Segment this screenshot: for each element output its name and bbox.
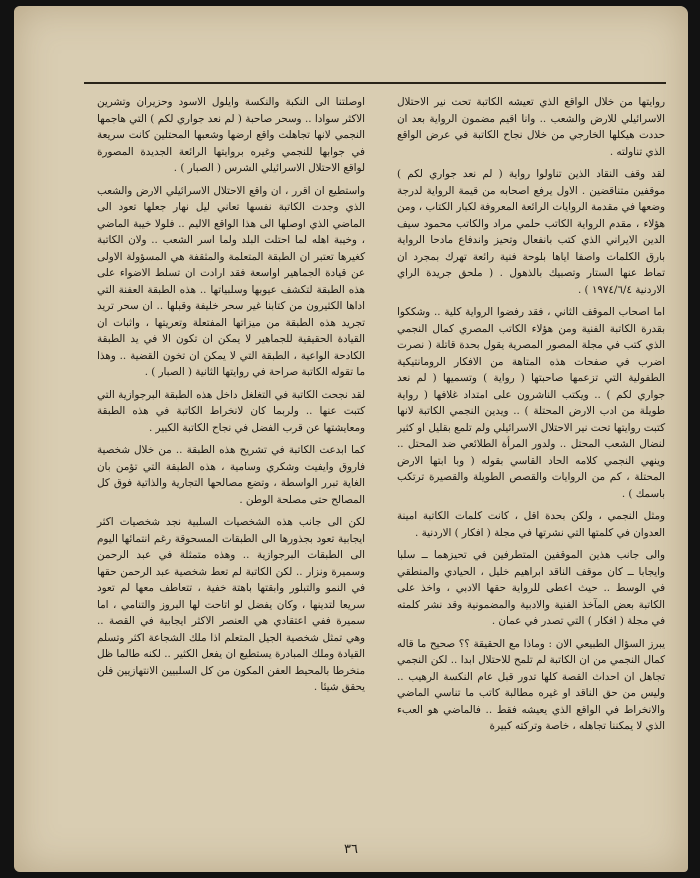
paragraph: كما ابدعت الكاتبة في تشريح هذه الطبقة .. من خلال شخصية فاروق وايفيت وشكري وسامية ، هذه الطبقة التي تؤمن بان الغاية تبرر الواسطة ، وتضع مصالحها التجارية والذاتية فوق كل المصالح حتى مصلحة الوطن . [97, 444, 365, 506]
page-number: ٣٦ [344, 842, 358, 857]
left-column [97, 94, 365, 702]
paragraph: لكن الى جانب هذه الشخصيات السلبية نجد شخصيات اكثر ايجابية تعود بجذورها الى الطبقات المسحوقة رغم انتمائها اليوم الى الطبقات البرجوازية .. وهذه متمثلة في عبد الرحمن وسميرة ونزار .. لكن الكاتبة لم تعط شخصية عبد الرحمن حقها في النمو والتبلور وابقتها باهتة خفية ، تتعاطف معها لم تعود سريعا لتدينها ، وكان يفضل لو اتاحت لها البروز والتنامي ، اما سميرة ففي اعتقادي هي العنصر الاكثر ايجابية في القصة .. وهي تمثل شخصية الجيل المتعلم اذا ملك الشجاعة اكثر وتسلم القيادة وملك المبادرة يستطيع ان يفعل الكثير .. لكنه طالما ظل منخرطا بالمحيط العفن المكون من كل السلبيين الانتهازيين فلن يحقق شيئا . [97, 516, 365, 693]
paragraph: والى جانب هذين الموقفين المتطرفين في تحيزهما ــ سلبا وايجابا ــ كان موقف الناقد ابراهيم خليل ، الحيادي والمنطقي في الوسط .. حيث اعطى للرواية حقها الادبي ، واخذ على الكاتبة بعض المآخذ الفنية والادبية والمضمونية وقد نشر كلمته في مجلة ( افكار ) التي تصدر في عمان . [397, 549, 665, 627]
paragraph: ومثل النجمي ، ولكن بحدة اقل ، كانت كلمات الكاتبة امينة العدوان في كلمتها التي نشرتها في مجلة ( افكار ) الاردنية . [397, 510, 665, 539]
paragraph: يبرز السؤال الطبيعي الان : وماذا مع الحقيقة ؟؟ صحيح ما قاله كمال النجمي من ان الكاتبة لم تلمح للاحتلال ابدا .. لكن النجمي تجاهل ان احداث القصة كلها تدور قبل عام النكسة الرهيب .. وليس من حق الناقد او غيره مطالبة كاتب ما تناسي الماضي والانخراط في الواقع الذي يعيشه فقط .. فالماضي هو العبء الذي لا يمكننا تجاهله ، خاصة وتركته كبيرة [397, 637, 665, 732]
paragraph: لقد نجحت الكاتبة في التغلغل داخل هذه الطبقة البرجوازية التي كتبت عنها .. ولربما كان لانخراط الكاتبة في هذه الطبقة ومعايشتها عن قرب الفضل في نجاح الكاتبة الكبير . [97, 388, 365, 434]
paragraph: لقد وقف النقاد الذين تناولوا رواية ( لم نعد جواري لكم ) موقفين متناقضين . الاول يرفع اصحابه من قيمة الرواية لدرجة وضعها في مقدمة الروايات الرائعة المعروفة لكبار الكتاب ، ومن هؤلاء ، مقدم الرواية الكاتب حلمي مراد والكاتب محمود سيف الدين الايراني الذي كتب بانفعال وتحيز واندفاع مادحا الرواية بارق الكلمات واصفا اياها بلوحة فنية رائعة تهرك بمجرد ان تماط عنها الستار وتصبيك بالذهول . ( ملحق جريدة الراي الاردنية ١٩٧٤/٦/٤ ) . [397, 168, 665, 296]
paragraph: روايتها من خلال الواقع الذي تعيشه الكاتبة تحت نير الاحتلال الاسرائيلي للارض والشعب .. وانا اقيم مضمون الرواية بعد ان حددت هيكلها الخارجي من خلال نجاح الكاتبة في عرض الواقع الذي تناولته . [397, 96, 665, 158]
paragraph: اما اصحاب الموقف الثاني ، فقد رفضوا الرواية كلية .. وشككوا بقدرة الكاتبة الفنية ومن هؤلاء الكاتب المصري كمال النجمي الذي كتب في مجلة المصور المصرية يقول بحدة قاتلة ( نصرت اضرب في صفحات هذه المتاهة من الافكار الرومانتيكية الطفولية التي تزعمها صاحبتها ( رواية ) وتسميها ( لم نعد جواري لكم ) .. ويكتب الناشرون على امتداد غلافها ( رواية طويلة من ادب الارض المحتلة ) .. ويدين النجمي الكاتبة لانها كتبت روايتها تحت نير الاحتلال الاسرائيلي ولم تلمع بقليل او كثير لنضال الشعب المحتل .. ولدور المرأة الطلائعي ضد المحتل .. وينهي النجمي كلامه الحاد القاسي بقوله ( وبا ابتها الارض المحتلة ، كم من الروايات والقصص الطويلة والقصيرة ترتكب باسمك ) . [397, 306, 665, 500]
book-page [14, 6, 688, 872]
paragraph: واستطيع ان اقرر ، ان واقع الاحتلال الاسرائيلي الارض والشعب الذي وجدت الكاتبة نفسها تعاني ليل نهار جعلها تعود الى الماضي الذي اوصلها الى هذا الواقع الاليم .. فلولا خيبة الماضي ، وخيبة اهله لما احتلت البلد ولما اسر الشعب .. ولان الكاتبة كغيرها تعتبر ان الطبقة المتعلمة والمثقفة هي المسؤولة الاولى عن قيادة الجماهير اواسعة فقد ارادت ان تسلط الاضواء على هذه الطبقة لتكشف عيوبها وسلبياتها .. هذه الطبقة العفنة التي اداها الكثيرون من كتابنا غير سحر خليفة وقبلها .. ان سحر تريد تجريد هذه الطبقة من ميزاتها المفتعلة وتعريتها ، واثبات ان القيادة الحقيقية للجماهير لا يمكن ان تكون الا في يد الطبقة الكادحة الواعية ، الطبقة التي لا يمكن ان تخون القضية .. وهذا ما تقوله الكاتبة صراحة في روايتها الثانية ( الصبار ) . [97, 184, 365, 378]
header-rule [84, 82, 666, 84]
right-column [397, 94, 665, 741]
paragraph: اوصلتنا الى النكبة والنكسة وايلول الاسود وحزيران وتشرين الاكثر سوادا .. وسحر صاحبة ( لم نعد جواري لكم ) التي هاجمها النجمي لانها تجاهلت واقع ارضها وشعبها المحتلين كانت سريعة في جوابها للنجمي وغيره بروايتها الرائعة الجديدة المصورة لواقع الاحتلال الاسرائيلي الشرس ( الصبار ) . [97, 96, 365, 174]
